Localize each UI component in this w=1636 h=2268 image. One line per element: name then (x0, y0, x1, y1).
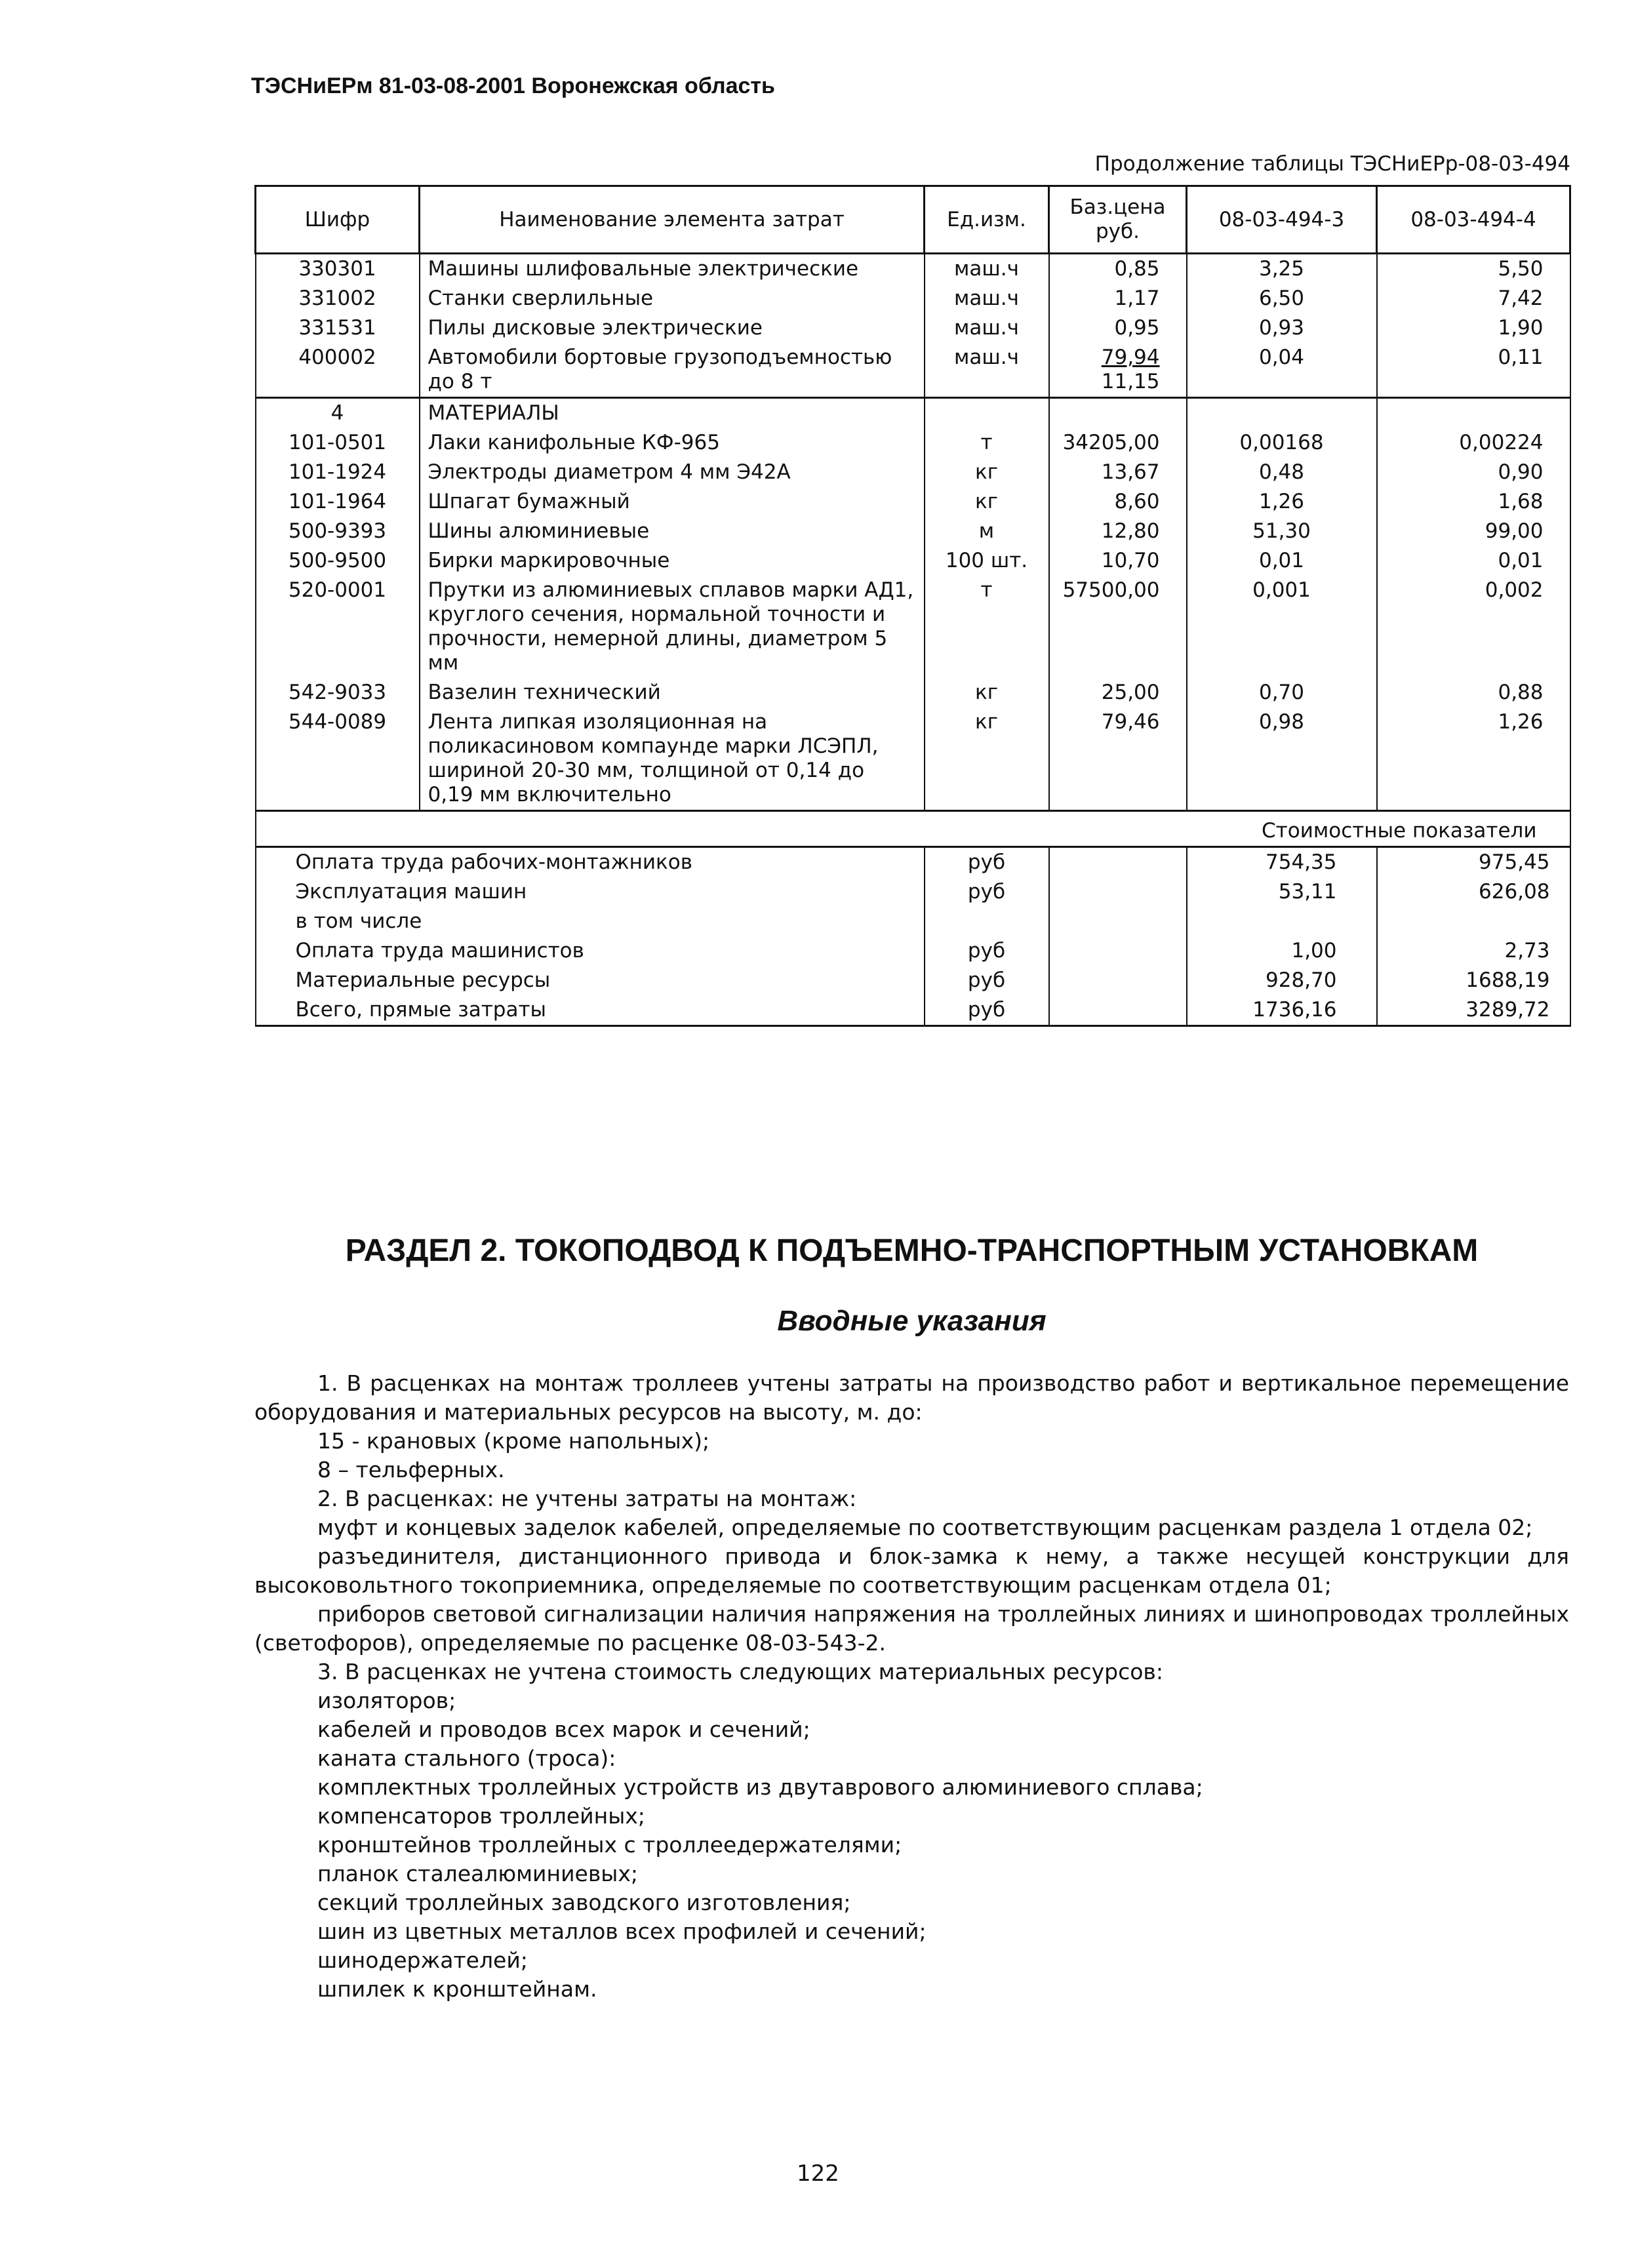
cell-unit: кг (925, 707, 1049, 811)
summary-value-2: 626,08 (1377, 877, 1570, 907)
cell-price (1049, 343, 1187, 398)
cell-code: 400002 (256, 343, 420, 398)
list-item: шинодержателей; (317, 1947, 528, 1973)
cell-name: Бирки маркировочные (420, 546, 925, 576)
summary-unit: руб (925, 966, 1049, 995)
cell-value-2: 5,50 (1377, 254, 1570, 285)
paragraph-1b: 8 – тельферных. (317, 1457, 505, 1482)
summary-value-2: 3289,72 (1377, 995, 1570, 1026)
table-row (256, 343, 1570, 398)
cell-name: Прутки из алюминиевых сплавов марки АД1, круглого сечения, нормальной точности и прочности, немерной длины, диаметром 5 мм (420, 576, 925, 678)
cell-name: Вазелин технический (420, 678, 925, 707)
cell-value-1: 1,26 (1187, 487, 1377, 517)
cell-value-1: 0,01 (1187, 546, 1377, 576)
table-row (256, 517, 1570, 546)
summary-row (256, 877, 1570, 907)
cell-unit: м (925, 517, 1049, 546)
cell-value-2: 99,00 (1377, 517, 1570, 546)
summary-value-1: 754,35 (1187, 847, 1377, 878)
materials-header-row (256, 398, 1570, 429)
cell-value-1: 6,50 (1187, 284, 1377, 313)
cell-price: 57500,00 (1049, 576, 1187, 678)
paragraph-1a: 15 - крановых (кроме напольных); (317, 1428, 710, 1454)
table-row (256, 313, 1570, 343)
cell-unit: маш.ч (925, 254, 1049, 285)
table-row (256, 678, 1570, 707)
summary-name: Оплата труда машинистов (256, 936, 925, 966)
cell-name: Шпагат бумажный (420, 487, 925, 517)
cell-name: Шины алюминиевые (420, 517, 925, 546)
summary-row (256, 995, 1570, 1026)
table-caption: Продолжение таблицы ТЭСНиЕРр-08-03-494 (1094, 152, 1570, 176)
cell-value-2: 0,01 (1377, 546, 1570, 576)
cell-price: 8,60 (1049, 487, 1187, 517)
cell-price-top: 79,94 (1101, 346, 1160, 369)
summary-unit: руб (925, 936, 1049, 966)
cell-value-2: 0,88 (1377, 678, 1570, 707)
paragraph-3: 3. В расценках не учтена стоимость следующих материальных ресурсов: (317, 1659, 1163, 1684)
summary-name: Материальные ресурсы (256, 966, 925, 995)
summary-name: Эксплуатация машин (256, 877, 925, 907)
cell-code: 101-0501 (256, 428, 420, 458)
summary-label: Стоимостные показатели (256, 811, 1570, 847)
cell-price: 0,95 (1049, 313, 1187, 343)
summary-unit: руб (925, 995, 1049, 1026)
cell-code: 520-0001 (256, 576, 420, 678)
cell-code: 101-1964 (256, 487, 420, 517)
cell-price-bottom: 11,15 (1101, 370, 1160, 393)
cell-value-1: 0,93 (1187, 313, 1377, 343)
cell-price: 12,80 (1049, 517, 1187, 546)
cell-unit: маш.ч (925, 313, 1049, 343)
cell-value-1: 0,98 (1187, 707, 1377, 811)
cell-code: 101-1924 (256, 458, 420, 487)
summary-row (256, 966, 1570, 995)
cell-unit: кг (925, 487, 1049, 517)
col-header-unit: Ед.изм. (925, 186, 1049, 254)
document-header: ТЭСНиЕРм 81-03-08-2001 Воронежская область (251, 73, 775, 98)
cell-unit: маш.ч (925, 343, 1049, 398)
cell-value-1: 3,25 (1187, 254, 1377, 285)
cost-table (254, 185, 1571, 1027)
paragraph-2: 2. В расценках: не учтены затраты на монтаж: (317, 1486, 857, 1511)
cell-price: 1,17 (1049, 284, 1187, 313)
cell-value-2: 0,002 (1377, 576, 1570, 678)
cell-price: 0,85 (1049, 254, 1187, 285)
cell-value-1: 0,04 (1187, 343, 1377, 398)
cell-value-2: 0,11 (1377, 343, 1570, 398)
group-code: 4 (256, 398, 420, 429)
summary-unit: руб (925, 847, 1049, 878)
summary-header-row (256, 811, 1570, 847)
cell-value-1: 0,70 (1187, 678, 1377, 707)
table-row (256, 254, 1570, 285)
page-number: 122 (797, 2160, 839, 2187)
summary-value-2: 975,45 (1377, 847, 1570, 878)
cell-value-2: 1,90 (1377, 313, 1570, 343)
list-item: комплектных троллейных устройств из двутаврового алюминиевого сплава; (317, 1774, 1203, 1800)
summary-row (256, 936, 1570, 966)
list-item: шин из цветных металлов всех профилей и сечений; (317, 1919, 927, 1944)
list-item: изоляторов; (317, 1688, 456, 1713)
cell-value-1: 0,48 (1187, 458, 1377, 487)
intro-title: Вводные указания (777, 1305, 1047, 1337)
table-row (256, 284, 1570, 313)
cell-price: 79,46 (1049, 707, 1187, 811)
col-header-name: Наименование элемента затрат (420, 186, 925, 254)
summary-value-2: 1688,19 (1377, 966, 1570, 995)
cell-value-2: 7,42 (1377, 284, 1570, 313)
intro-body (254, 1369, 1569, 2004)
table-row (256, 707, 1570, 811)
table-row (256, 576, 1570, 678)
cell-value-1: 0,00168 (1187, 428, 1377, 458)
table-header-row (256, 186, 1570, 254)
cell-code: 542-9033 (256, 678, 420, 707)
cell-code: 500-9500 (256, 546, 420, 576)
cell-value-1: 0,001 (1187, 576, 1377, 678)
cell-price: 25,00 (1049, 678, 1187, 707)
table-row (256, 546, 1570, 576)
cell-unit: кг (925, 458, 1049, 487)
summary-value-2: 2,73 (1377, 936, 1570, 966)
cell-code: 331531 (256, 313, 420, 343)
list-item: шпилек к кронштейнам. (317, 1976, 597, 2002)
summary-value-1: 1736,16 (1187, 995, 1377, 1026)
col-header-494-3: 08-03-494-3 (1187, 186, 1377, 254)
cell-name: Станки сверлильные (420, 284, 925, 313)
col-header-code: Шифр (256, 186, 420, 254)
cell-unit: маш.ч (925, 284, 1049, 313)
summary-value-1: 928,70 (1187, 966, 1377, 995)
col-header-price: Баз.цена руб. (1049, 186, 1187, 254)
cell-unit: кг (925, 678, 1049, 707)
summary-value-1: 53,11 (1187, 877, 1377, 907)
summary-row (256, 847, 1570, 878)
cell-code: 331002 (256, 284, 420, 313)
summary-value-1: 1,00 (1187, 936, 1377, 966)
cell-name: Лаки канифольные КФ-965 (420, 428, 925, 458)
list-item: каната стального (троса): (317, 1745, 616, 1771)
cell-name: Лента липкая изоляционная на поликасиновом компаунде марки ЛСЭПЛ, шириной 20-30 мм, толщиной от 0,14 до 0,19 мм включительно (420, 707, 925, 811)
cell-unit: т (925, 576, 1049, 678)
group-title: МАТЕРИАЛЫ (420, 398, 925, 429)
section-title: РАЗДЕЛ 2. ТОКОПОДВОД К ПОДЪЕМНО-ТРАНСПОРТНЫМ УСТАНОВКАМ (345, 1233, 1479, 1268)
cell-value-2: 0,00224 (1377, 428, 1570, 458)
col-header-494-4: 08-03-494-4 (1377, 186, 1570, 254)
table-row (256, 428, 1570, 458)
summary-name: Всего, прямые затраты (256, 995, 925, 1026)
list-item: планок сталеалюминиевых; (317, 1861, 638, 1886)
table-row (256, 487, 1570, 517)
table-row (256, 458, 1570, 487)
cell-name: Электроды диаметром 4 мм Э42А (420, 458, 925, 487)
paragraph-2c: приборов световой сигнализации наличия напряжения на троллейных линиях и шинопроводах троллейных (светофоров), определяемые по расценке 08-03-543-2. (254, 1601, 1569, 1656)
cell-name: Пилы дисковые электрические (420, 313, 925, 343)
paragraph-2a: муфт и концевых заделок кабелей, определяемые по соответствующим расценкам раздела 1 отдела 02; (317, 1515, 1533, 1540)
cell-value-2: 0,90 (1377, 458, 1570, 487)
summary-name: в том числе (256, 907, 925, 936)
cell-code: 330301 (256, 254, 420, 285)
paragraph-2b: разъединителя, дистанционного привода и блок-замка к нему, а также несущей конструкции для высоковольтного токоприемника, определяемые по соответствующим расценкам отдела 01; (254, 1543, 1569, 1598)
list-item: кронштейнов троллейных с троллеедержателями; (317, 1832, 902, 1858)
cell-price: 34205,00 (1049, 428, 1187, 458)
cell-unit: 100 шт. (925, 546, 1049, 576)
summary-name: Оплата труда рабочих-монтажников (256, 847, 925, 878)
cell-value-2: 1,26 (1377, 707, 1570, 811)
paragraph-1: 1. В расценках на монтаж троллеев учтены затраты на производство работ и вертикальное перемещение оборудования и материальных ресурсов на высоту, м. до: (254, 1370, 1569, 1425)
cell-value-2: 1,68 (1377, 487, 1570, 517)
cell-code: 500-9393 (256, 517, 420, 546)
cell-name: Машины шлифовальные электрические (420, 254, 925, 285)
summary-unit: руб (925, 877, 1049, 907)
cell-code: 544-0089 (256, 707, 420, 811)
list-item: кабелей и проводов всех марок и сечений; (317, 1717, 810, 1742)
summary-row (256, 907, 1570, 936)
cell-price: 13,67 (1049, 458, 1187, 487)
list-item: компенсаторов троллейных; (317, 1803, 645, 1829)
cell-price: 10,70 (1049, 546, 1187, 576)
cell-name: Автомобили бортовые грузоподъемностью до 8 т (420, 343, 925, 398)
list-item: секций троллейных заводского изготовления; (317, 1890, 851, 1915)
cell-unit: т (925, 428, 1049, 458)
cell-value-1: 51,30 (1187, 517, 1377, 546)
